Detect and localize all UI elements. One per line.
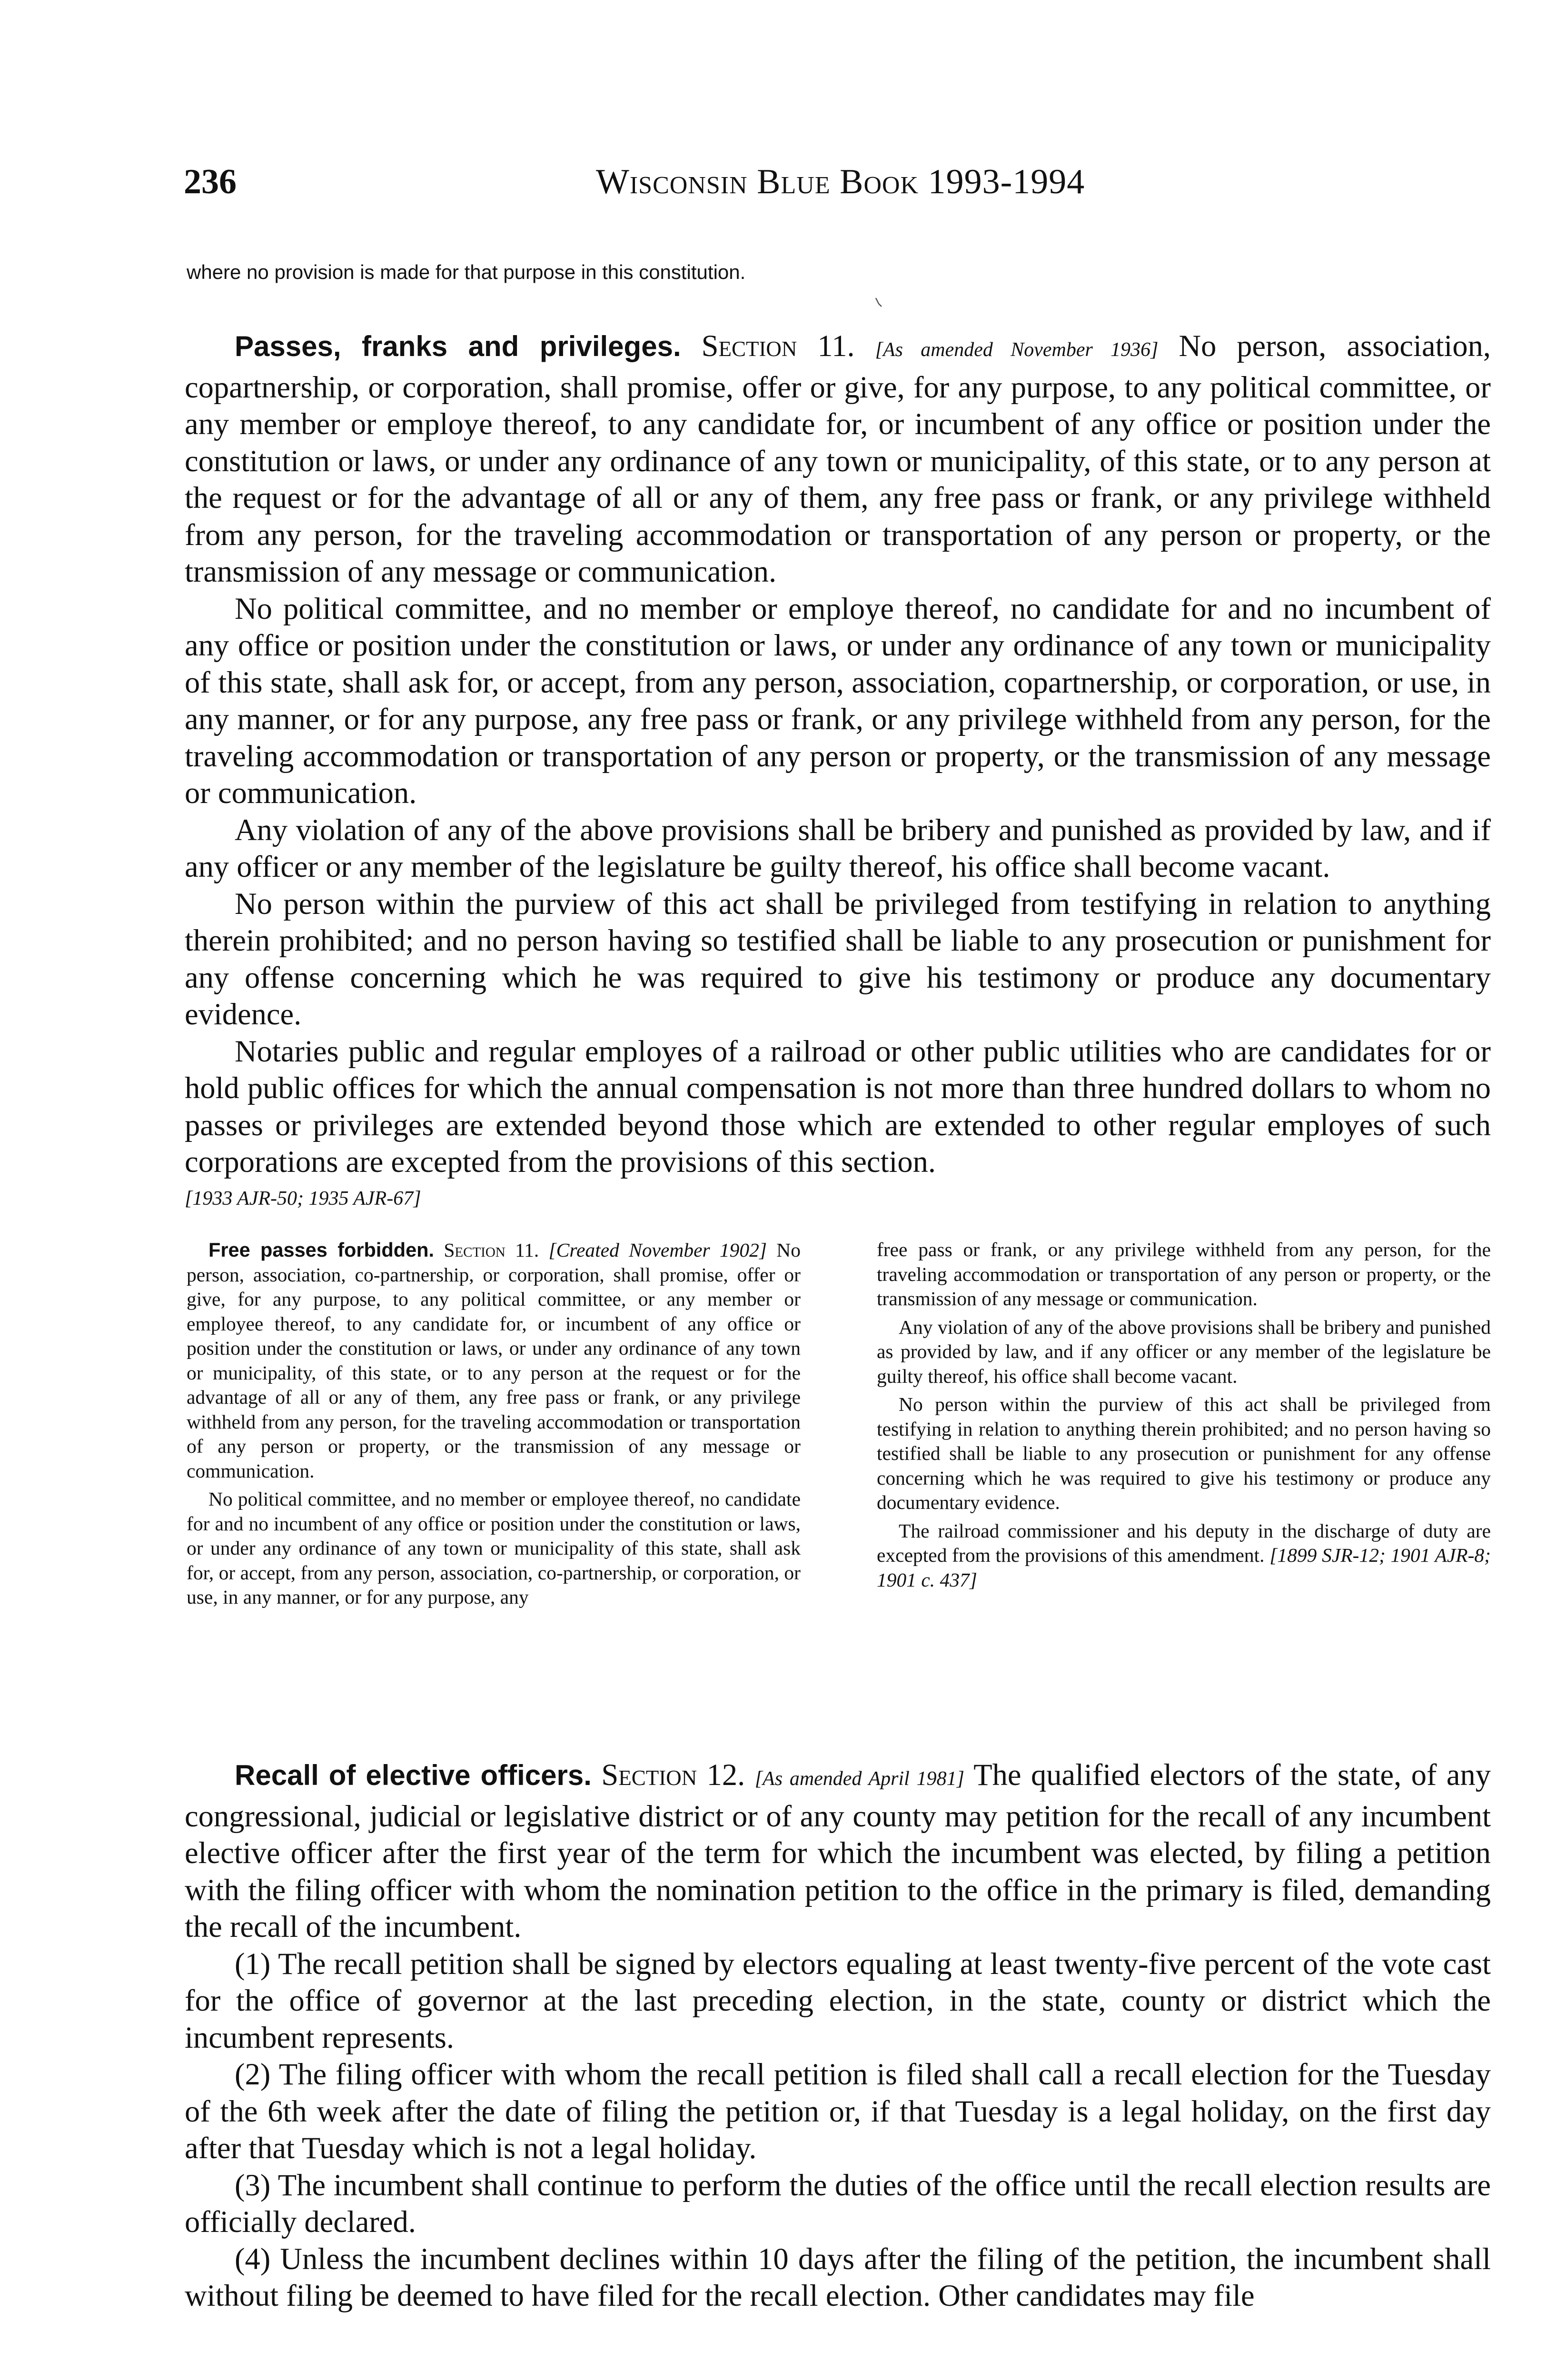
book-title: Wisconsin Blue Book 1993-1994 — [596, 162, 1085, 201]
history-created-note: [Created November 1902] — [548, 1239, 767, 1261]
paragraph-text: The qualified electors of the state, of any congressional, judicial or legislative district or of any county may petition for the recall of any incumbent elective officer after the first year of the term for which the incumbent was elected, by filing a petition with the filing officer with whom the nomination petition to the office in the primary is filed, demanding the recall of the incumbent. — [185, 1758, 1491, 1944]
section-11-paragraph: No political committee, and no member or employe thereof, no candidate for and no incumbent of any office or position under the constitution or laws, or under any ordinance of any town or municipality of this state, shall ask for, or accept, from any person, association, copartnership, or corporation, or use, in any manner, or for any purpose, any free pass or frank, or any privilege withheld from any person, for the traveling accommodation or transportation of any person or property, or the transmission of any message or communication. — [185, 591, 1491, 810]
amendment-note: [As amended April 1981] — [754, 1768, 964, 1790]
section-12 — [185, 1756, 1491, 2314]
section-label: Section 12. — [601, 1758, 745, 1792]
paragraph-text: No person, association, co-partnership, or corporation, shall promise, offer or give, for any purpose, to any political committee, or any member or employee thereof, to any candidate for, or incumbent of any office or position under the constitution or laws, or under any ordinance of any town or municipality, of this state, or to any person at the request or for the advantage of all or any of them, any free pass or frank, or any privilege withheld from any person, for the traveling accommodation or transportation of any person or property, or the transmission of any message or communication. — [187, 1239, 801, 1482]
paragraph-text: No person, association, copartnership, or corporation, shall promise, offer or give, for any purpose, to any political committee, or any member or employe thereof, to any candidate for, or incumbent of any office or position under the constitution or laws, or under any ordinance of any town or municipality, of this state, or to any person at the request or for the advantage of all or any of them, any free pass or frank, or any privilege withheld from any person, for the traveling accommodation or transportation of any person or property, or the transmission of any message or communication. — [185, 329, 1491, 588]
stray-mark — [875, 297, 882, 308]
section-11-paragraph: No person within the purview of this act shall be privileged from testifying in relation to anything therein prohibited; and no person having so testified shall be liable to any prosecution or punishment for any offense concerning which he was required to give his testimony or produce any documentary evidence. — [185, 886, 1491, 1031]
history-paragraph-continued: free pass or frank, or any privilege withheld from any person, for the traveling accommodation or transportation of any person or property, or the transmission of any message or communication. — [877, 1239, 1491, 1309]
section-11-citation: [1933 AJR-50; 1935 AJR-67] — [185, 1187, 421, 1210]
section-11-paragraph: Notaries public and regular employes of a railroad or other public utilities who are candidates for or hold public offices for which the annual compensation is not more than three hundred dollars to whom no passes or privileges are extended beyond those which are extended to other regular employes of such corporations are excepted from the provisions of this section. — [185, 1034, 1491, 1179]
section-heading: Recall of elective officers. — [235, 1759, 592, 1791]
section-12-paragraph — [185, 1756, 1491, 1945]
section-heading: Passes, franks and privileges. — [235, 330, 681, 362]
amendment-note: [As amended November 1936] — [875, 339, 1159, 361]
section-12-paragraph: (4) Unless the incumbent declines within 10 days after the filing of the petition, the incumbent shall without filing be deemed to have filed for the recall election. Other candidates may file — [185, 2241, 1491, 2312]
section-12-paragraph: (1) The recall petition shall be signed by electors equaling at least twenty-five percent of the vote cast for the office of governor at the last preceding election, in the state, county or district which the incumbent represents. — [185, 1946, 1491, 2054]
history-paragraph: No person within the purview of this act shall be privileged from testifying in relation to anything therein prohibited; and no person having so testified shall be liable to any prosecution or punishment for any offense concerning which he was required to give his testimony or produce any documentary evidence. — [877, 1393, 1491, 1513]
history-label: Section 11. — [444, 1239, 539, 1261]
section-12-paragraph: (2) The filing officer with whom the recall petition is filed shall call a recall election for the Tuesday of the 6th week after the date of filing the petition or, if that Tuesday is a legal holiday, on the first day after that Tuesday which is not a legal holiday. — [185, 2057, 1491, 2165]
continued-fragment: where no provision is made for that purpose in this constitution. — [187, 261, 746, 283]
history-paragraph — [187, 1238, 801, 1483]
page-header — [184, 162, 1489, 219]
paragraph-text: The railroad commissioner and his deputy in the discharge of duty are excepted from the provisions of this amendment. — [877, 1519, 1491, 1566]
history-paragraph: Any violation of any of the above provisions shall be bribery and punished as provided by law, and if any officer or any member of the legislature be guilty thereof, his office shall become vacant. — [877, 1316, 1491, 1387]
section-label: Section 11. — [701, 329, 855, 363]
history-column-left — [187, 1238, 801, 1610]
history-heading: Free passes forbidden. — [208, 1239, 435, 1261]
page-number: 236 — [184, 162, 237, 201]
section-11-paragraph — [185, 327, 1491, 590]
history-paragraph — [877, 1519, 1491, 1593]
history-column-right — [877, 1238, 1491, 1592]
section-12-paragraph: (3) The incumbent shall continue to perform the duties of the office until the recall election results are officially declared. — [185, 2168, 1491, 2239]
history-note — [187, 1238, 1491, 1737]
section-11 — [185, 327, 1491, 1217]
section-11-paragraph: Any violation of any of the above provisions shall be bribery and punished as provided by law, and if any officer or any member of the legislature be guilty thereof, his office shall become vacant. — [185, 813, 1491, 883]
history-citation: [1899 SJR-12; 1901 AJR-8; 1901 c. 437] — [877, 1544, 1491, 1591]
history-paragraph: No political committee, and no member or employee thereof, no candidate for and no incumbent of any office or position under the constitution or laws, or under any ordinance of any town or municipality of this state, shall ask for, or accept, from any person, association, co-partnership, or corporation, or use, in any manner, or for any purpose, any — [187, 1488, 801, 1608]
